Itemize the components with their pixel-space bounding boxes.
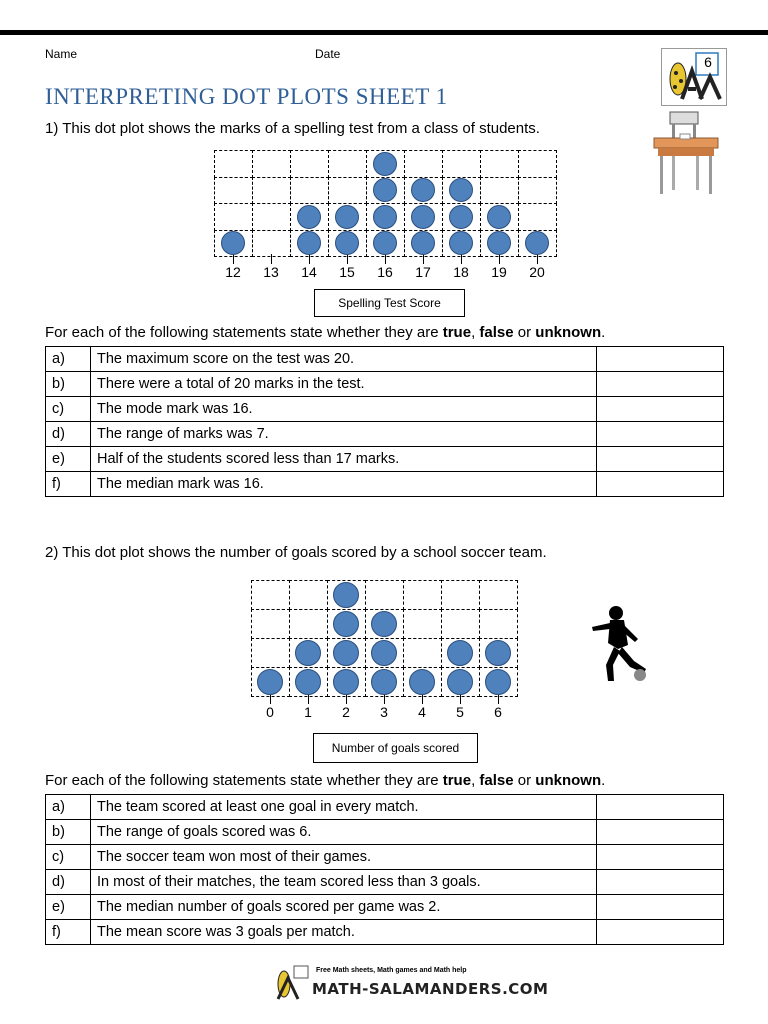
goals-dot [295, 669, 321, 695]
answer-cell[interactable] [597, 820, 724, 845]
statement-letter: a) [46, 795, 91, 820]
goals-tick [384, 694, 385, 704]
statement-row [46, 447, 724, 472]
goals-dot [447, 640, 473, 666]
goals-dot [409, 669, 435, 695]
grid-cell [518, 203, 557, 231]
soccer-player-silhouette [588, 605, 658, 692]
statement-row [46, 920, 724, 945]
grid-cell [328, 150, 367, 178]
grid-cell [252, 150, 291, 178]
statement-text: The maximum score on the test was 20. [91, 347, 597, 372]
grid-cell [518, 177, 557, 205]
answer-cell[interactable] [597, 845, 724, 870]
goals-tick-label: 5 [456, 704, 464, 720]
goals-tick-label: 3 [380, 704, 388, 720]
goals-tick-label: 0 [266, 704, 274, 720]
answer-cell[interactable] [597, 895, 724, 920]
goals-tick [270, 694, 271, 704]
goals-dot [485, 640, 511, 666]
statement-letter: b) [46, 372, 91, 397]
spelling-score-tick [385, 254, 386, 264]
answer-cell[interactable] [597, 347, 724, 372]
grid-cell [289, 580, 328, 610]
statement-letter: c) [46, 397, 91, 422]
grid-cell [442, 150, 481, 178]
goals-dot-plot [251, 580, 517, 725]
statement-text: Half of the students scored less than 17 marks. [91, 447, 597, 472]
statement-row [46, 422, 724, 447]
spelling-score-dot [373, 152, 397, 176]
statement-letter: e) [46, 895, 91, 920]
grid-cell [251, 638, 290, 668]
grid-cell [290, 150, 329, 178]
statement-letter: d) [46, 870, 91, 895]
answer-cell[interactable] [597, 422, 724, 447]
q1-axis-title: Spelling Test Score [314, 289, 465, 317]
goals-dot [371, 611, 397, 637]
grid-cell [403, 609, 442, 639]
grid-cell [441, 609, 480, 639]
answer-cell[interactable] [597, 397, 724, 422]
statement-row [46, 795, 724, 820]
q1-statements-table [45, 346, 724, 497]
grid-cell [252, 230, 291, 258]
answer-cell[interactable] [597, 472, 724, 497]
statement-row [46, 845, 724, 870]
statement-text: The median number of goals scored per game was 2. [91, 895, 597, 920]
answer-cell[interactable] [597, 372, 724, 397]
statement-letter: f) [46, 472, 91, 497]
statement-letter: f) [46, 920, 91, 945]
grid-cell [441, 580, 480, 610]
spelling-score-dot [411, 205, 435, 229]
statement-row [46, 895, 724, 920]
answer-cell[interactable] [597, 870, 724, 895]
spelling-score-tick [461, 254, 462, 264]
answer-cell[interactable] [597, 795, 724, 820]
grid-cell [328, 177, 367, 205]
spelling-score-tick [537, 254, 538, 264]
grid-cell [403, 638, 442, 668]
q1-prompt: 1) This dot plot shows the marks of a spelling test from a class of students. [45, 120, 540, 137]
desk-illustration [652, 110, 722, 201]
goals-tick-label: 6 [494, 704, 502, 720]
statement-text: There were a total of 20 marks in the test. [91, 372, 597, 397]
grid-cell [214, 150, 253, 178]
spelling-score-tick [309, 254, 310, 264]
grid-cell [518, 150, 557, 178]
date-label: Date [315, 47, 341, 61]
q1-instruction: For each of the following statements state whether they are true, false or unknown. [45, 324, 606, 341]
grid-cell [479, 609, 518, 639]
spelling-score-tick-label: 18 [453, 264, 469, 280]
statement-row [46, 372, 724, 397]
footer-tagline: Free Math sheets, Math games and Math help [316, 967, 467, 974]
statement-text: The mean score was 3 goals per match. [91, 920, 597, 945]
goals-dot [371, 669, 397, 695]
goals-dot [257, 669, 283, 695]
statement-row [46, 870, 724, 895]
grid-cell [214, 177, 253, 205]
q2-axis-title: Number of goals scored [313, 733, 478, 763]
spelling-score-tick [347, 254, 348, 264]
answer-cell[interactable] [597, 920, 724, 945]
q2-instruction: For each of the following statements state whether they are true, false or unknown. [45, 772, 606, 789]
goals-dot [371, 640, 397, 666]
grid-cell [480, 177, 519, 205]
goals-dot [333, 669, 359, 695]
top-rule [0, 30, 768, 35]
q2-statements-table [45, 794, 724, 945]
goals-tick [422, 694, 423, 704]
statement-row [46, 397, 724, 422]
statement-text: The soccer team won most of their games. [91, 845, 597, 870]
spelling-score-tick-label: 16 [377, 264, 393, 280]
statement-text: The range of marks was 7. [91, 422, 597, 447]
statement-text: In most of their matches, the team scored less than 3 goals. [91, 870, 597, 895]
spelling-score-tick [233, 254, 234, 264]
spelling-score-dot [335, 205, 359, 229]
grid-cell [252, 203, 291, 231]
grade-number: 6 [704, 54, 712, 70]
goals-tick [308, 694, 309, 704]
spelling-score-dot [449, 205, 473, 229]
grid-cell [479, 580, 518, 610]
goals-tick [460, 694, 461, 704]
goals-dot [333, 640, 359, 666]
statement-text: The mode mark was 16. [91, 397, 597, 422]
goals-dot [485, 669, 511, 695]
goals-tick [498, 694, 499, 704]
statement-text: The team scored at least one goal in every match. [91, 795, 597, 820]
spelling-score-tick-label: 19 [491, 264, 507, 280]
spelling-score-tick-label: 20 [529, 264, 545, 280]
footer-brand: MATH-SALAMANDERS.COM [312, 980, 549, 998]
statement-row [46, 472, 724, 497]
spelling-score-dot [297, 205, 321, 229]
statement-letter: b) [46, 820, 91, 845]
goals-dot [447, 669, 473, 695]
spelling-score-tick-label: 14 [301, 264, 317, 280]
goals-tick [346, 694, 347, 704]
statement-text: The median mark was 16. [91, 472, 597, 497]
spelling-score-tick-label: 12 [225, 264, 241, 280]
statement-row [46, 820, 724, 845]
spelling-score-tick [423, 254, 424, 264]
grid-cell [251, 609, 290, 639]
q2-prompt: 2) This dot plot shows the number of goals scored by a school soccer team. [45, 544, 547, 561]
grid-cell [365, 580, 404, 610]
statement-letter: d) [46, 422, 91, 447]
statement-letter: a) [46, 347, 91, 372]
goals-dot [333, 582, 359, 608]
goals-tick-label: 1 [304, 704, 312, 720]
spelling-score-tick [271, 254, 272, 264]
statement-text: The range of goals scored was 6. [91, 820, 597, 845]
goals-tick-label: 4 [418, 704, 426, 720]
spelling-score-tick-label: 13 [263, 264, 279, 280]
spelling-score-tick-label: 17 [415, 264, 431, 280]
goals-tick-label: 2 [342, 704, 350, 720]
answer-cell[interactable] [597, 447, 724, 472]
footer-logo [272, 964, 316, 1005]
spelling-score-tick-label: 15 [339, 264, 355, 280]
grid-cell [252, 177, 291, 205]
grade-badge-logo [661, 48, 727, 106]
spelling-score-dot [487, 205, 511, 229]
statement-letter: e) [46, 447, 91, 472]
grid-cell [290, 177, 329, 205]
goals-dot [333, 611, 359, 637]
goals-dot [295, 640, 321, 666]
spelling-score-dot [373, 205, 397, 229]
name-label: Name [45, 47, 78, 61]
grid-cell [251, 580, 290, 610]
grid-cell [214, 203, 253, 231]
grid-cell [403, 580, 442, 610]
spelling-score-tick [499, 254, 500, 264]
spelling-dot-plot [214, 150, 556, 286]
statement-letter: c) [46, 845, 91, 870]
grid-cell [480, 150, 519, 178]
grid-cell [404, 150, 443, 178]
grid-cell [289, 609, 328, 639]
page-title: INTERPRETING DOT PLOTS SHEET 1 [45, 84, 448, 109]
statement-row [46, 347, 724, 372]
